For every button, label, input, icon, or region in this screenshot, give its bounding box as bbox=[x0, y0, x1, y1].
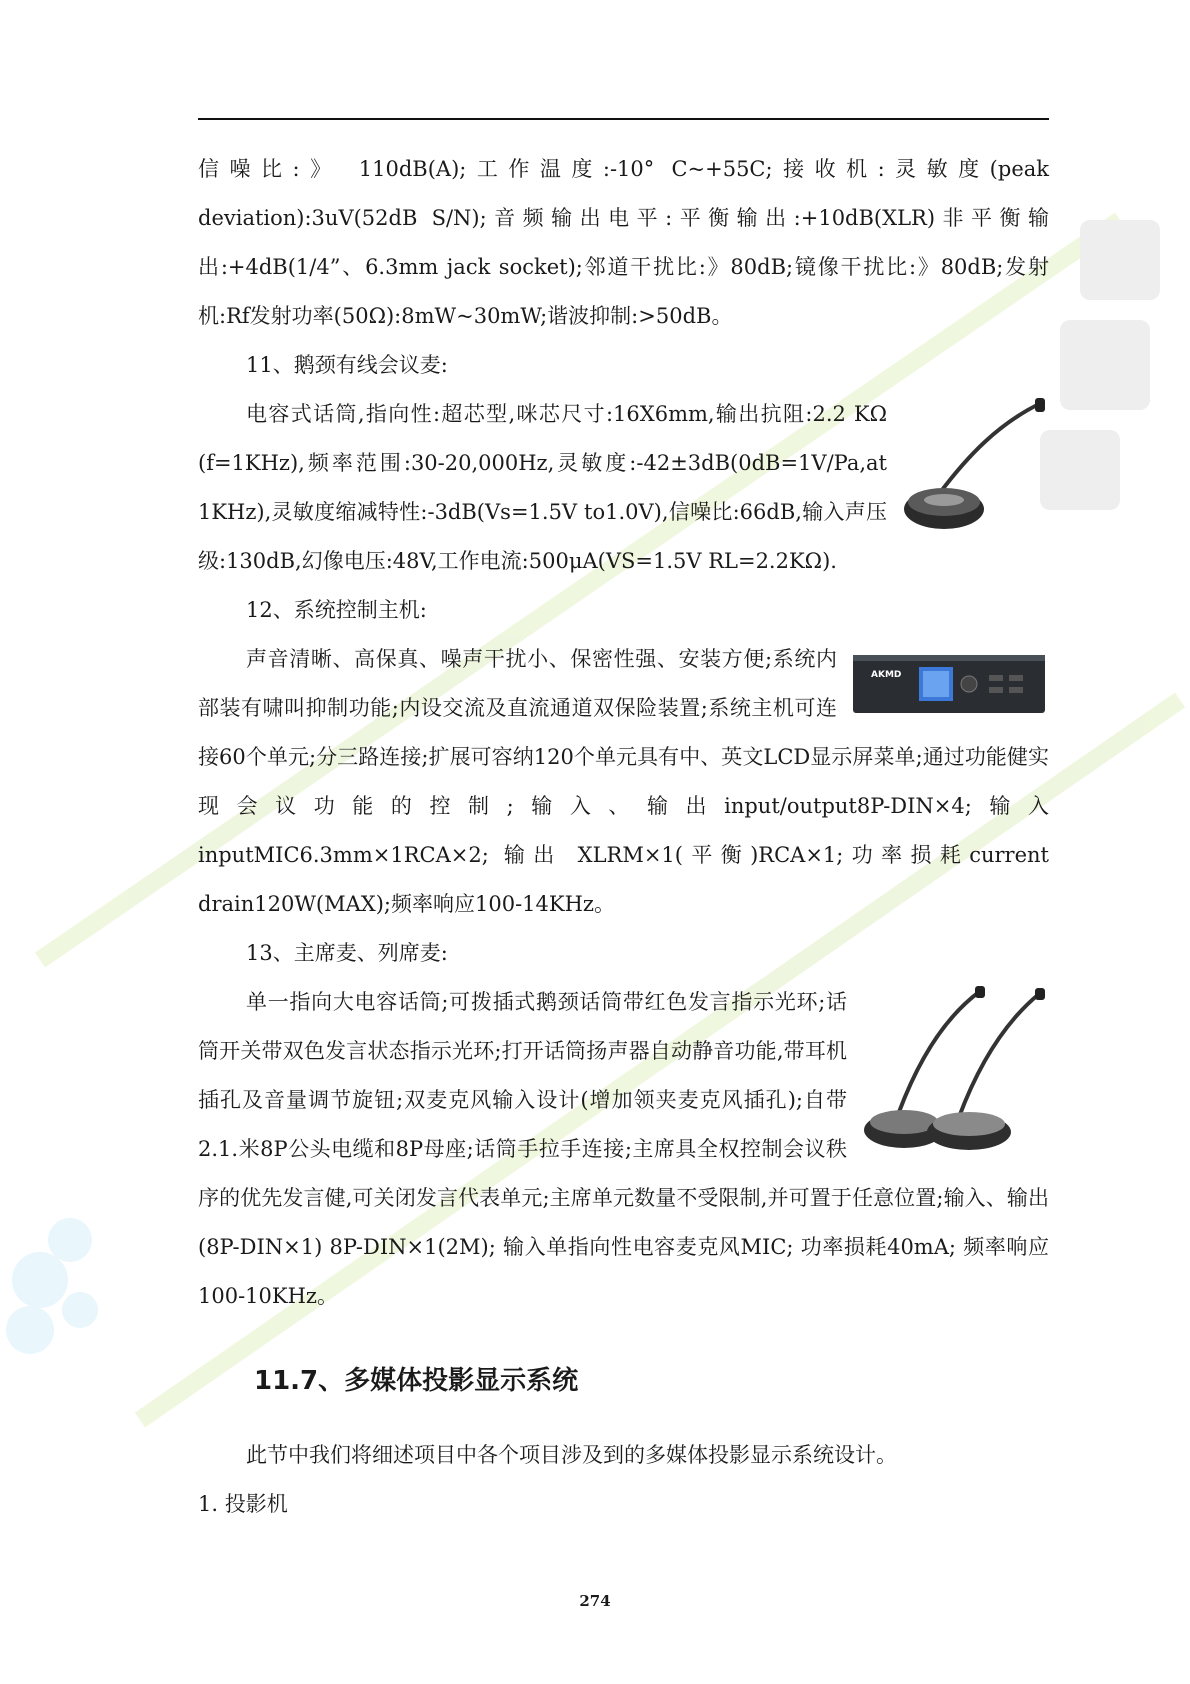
chairman-delegate-mic-image bbox=[859, 982, 1049, 1152]
host-brand-label: AKMD bbox=[871, 670, 902, 680]
gooseneck-mic-image bbox=[899, 394, 1049, 542]
heading-chairman-mic: 13、主席麦、列席麦: bbox=[246, 941, 448, 965]
section-title: 11.7、多媒体投影显示系统 bbox=[254, 1366, 579, 1396]
heading-gooseneck-mic: 11、鹅颈有线会议麦: bbox=[246, 353, 448, 377]
page-body bbox=[198, 145, 1049, 1529]
spec-paragraph-wireless: 信噪比:》 110dB(A);工作温度:-10° C~+55C;接收机:灵敏度(peak deviation):3uV(52dB S/N);音频输出电平:平衡输出:+10dB(XLR)非平衡输出:+4dB(1/4”、6.3mm jack socket);邻道干扰比:》80dB;镜像干扰比:》80dB;发射机:Rf发射功率(50Ω):8mW~30mW;谐波抑制:>50dB。 bbox=[198, 157, 1049, 328]
list-item-projector: 1. 投影机 bbox=[198, 1492, 288, 1516]
spec-paragraph-gooseneck: 电容式话筒,指向性:超芯型,咪芯尺寸:16X6mm,输出抗阻:2.2 KΩ (f=1KHz),频率范围:30-20,000Hz,灵敏度:-42±3dB(0dB=1V/Pa,at 1KHz),灵敏度缩减特性:-3dB(Vs=1.5V to1.0V),信噪比:66dB,输入声压级:130dB,幻像电压:48V,工作电流:500μA(VS=1.5V RL=2.2KΩ). bbox=[198, 402, 887, 573]
control-host-image bbox=[849, 645, 1049, 725]
section-intro: 此节中我们将细述项目中各个项目涉及到的多媒体投影显示系统设计。 bbox=[246, 1443, 897, 1467]
header-rule bbox=[198, 118, 1049, 120]
spec-paragraph-chairman-mic: 单一指向大电容话筒;可拨插式鹅颈话筒带红色发言指示光环;话筒开关带双色发言状态指示光环;打开话筒扬声器自动静音功能,带耳机插孔及音量调节旋钮;双麦克风输入设计(增加领夹麦克风插孔);自带2.1.米8P公头电缆和8P母座;话筒手拉手连接;主席具全权控制会议秩序的优先发言健,可关闭发言代表单元;主席单元数量不受限制,并可置于任意位置;输入、输出(8P-DIN×1) 8P-DIN×1(2M); 输入单指向性电容麦克风MIC; 功率损耗40mA; 频率响应100-10KHz。 bbox=[198, 990, 1049, 1308]
spec-paragraph-control-host: 声音清晰、高保真、噪声干扰小、保密性强、安装方便;系统内部装有啸叫抑制功能;内设交流及直流通道双保险装置;系统主机可连接60个单元;分三路连接;扩展可容纳120个单元具有中、英文LCD显示屏菜单;通过功能健实现会议功能的控制;输入、输出input/output8P-DIN×4;输入inputMIC6.3mm×1RCA×2; 输出 XLRM×1(平衡)RCA×1;功率损耗current drain120W(MAX);频率响应100-14KHz。 bbox=[198, 647, 1049, 916]
heading-control-host: 12、系统控制主机: bbox=[246, 598, 427, 622]
page-number: 274 bbox=[579, 1592, 611, 1610]
